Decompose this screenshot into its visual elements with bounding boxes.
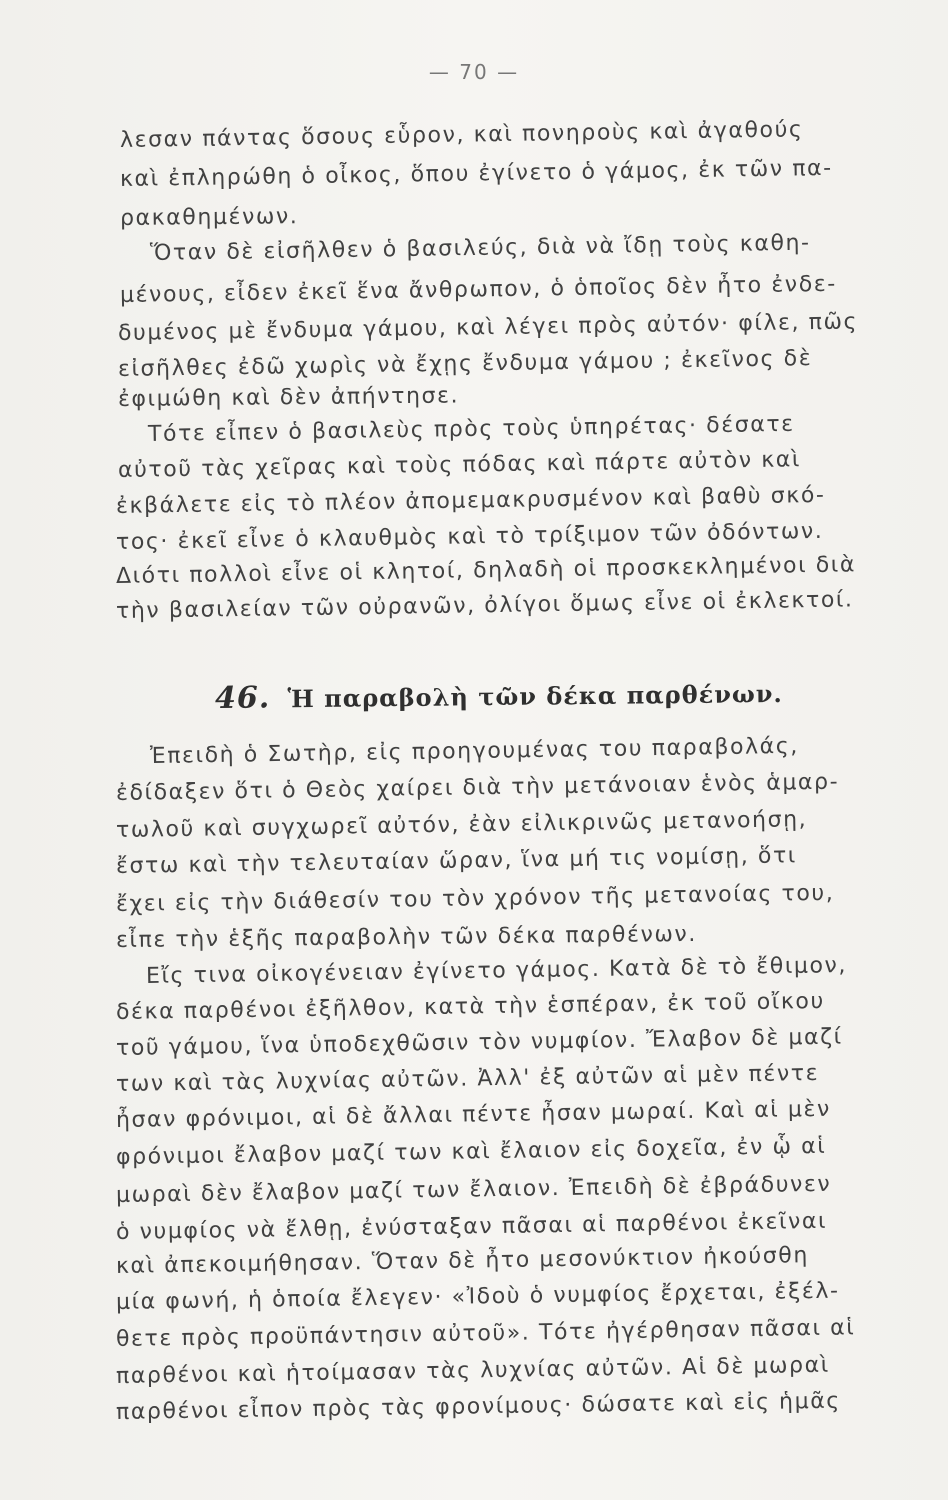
text-line: τὴν βασιλείαν τῶν οὐρανῶν, ὀλίγοι ὅμως εἶνε οἱ ἐκλεκτοί. [115, 587, 854, 624]
text-line: ἦσαν φρόνιμοι, αἱ δὲ ἄλλαι πέντε ἦσαν μωραί. Καὶ αἱ μὲν [115, 1096, 832, 1133]
text-line: των καὶ τὰς λυχνίας αὐτῶν. Ἀλλ' ἐξ αὐτῶν αἱ μὲν πέντε [115, 1060, 820, 1097]
text-line: ρακαθημένων. [119, 204, 299, 231]
text-line: ὁ νυμφίος νὰ ἔλθῃ, ἐνύσταξαν πᾶσαι αἱ παρθένοι ἐκεῖναι [115, 1208, 828, 1245]
text-line: εἰσῆλθες ἐδῶ χωρὶς νὰ ἔχῃς ἔνδυμα γάμου ; ἐκεῖνος δὲ [117, 346, 813, 382]
text-line: καὶ ἀπεκοιμήθησαν. Ὅταν δὲ ἦτο μεσονύκτιον ἠκούσθη [115, 1243, 810, 1279]
text-line: ἐφιμώθη καὶ δὲν ἀπήντησε. [117, 383, 460, 412]
text-line: Διότι πολλοὶ εἶνε οἱ κλητοί, δηλαδὴ οἱ προσκεκλημένοι διὰ [115, 552, 857, 589]
text-line: εἶπε τὴν ἑξῆς παραβολὴν τῶν δέκα παρθένων. [115, 921, 698, 953]
text-line: τωλοῦ καὶ συγχωρεῖ αὐτόν, ἐὰν εἰλικρινῶς μετανοήσῃ, [115, 807, 808, 843]
text-line: τοῦ γάμου, ἵνα ὑποδεχθῶσιν τὸν νυμφίον. Ἔλαβον δὲ μαζί [115, 1024, 843, 1061]
text-line: καὶ ἐπληρώθη ὁ οἶκος, ὅπου ἐγίνετο ὁ γάμος, ἐκ τῶν πα- [119, 155, 833, 192]
text-line: λεσαν πάντας ὅσους εὗρον, καὶ πονηροὺς καὶ ἀγαθούς [119, 117, 804, 153]
section-heading [215, 675, 783, 716]
text-line: ἔχει εἰς τὴν διάθεσίν του τὸν χρόνον τῆς μετανοίας του, [115, 880, 835, 917]
text-line: ἐδίδαξεν ὅτι ὁ Θεὸς χαίρει διὰ τὴν μετάνοιαν ἑνὸς ἁμαρ- [115, 769, 840, 806]
text-line: παρθένοι εἶπον πρὸς τὰς φρονίμους· δώσατε καὶ εἰς ἡμᾶς [115, 1388, 842, 1425]
section-number: 46. [214, 680, 271, 716]
page-number: — 70 — [428, 60, 520, 84]
text-line: δέκα παρθένοι ἐξῆλθον, κατὰ τὴν ἑσπέραν, ἐκ τοῦ οἴκου [115, 988, 826, 1025]
text-line: μένους, εἶδεν ἐκεῖ ἕνα ἄνθρωπον, ὁ ὁποῖος δὲν ἦτο ἐνδε- [119, 271, 837, 308]
text-line: ἐκβάλετε εἰς τὸ πλέον ἀπομεμακρυσμένον καὶ βαθὺ σκό- [115, 482, 826, 519]
text-line: τος· ἐκεῖ εἶνε ὁ κλαυθμὸς καὶ τὸ τρίξιμον τῶν ὀδόντων. [115, 518, 824, 555]
text-line: Ἐπειδὴ ὁ Σωτὴρ, εἰς προηγουμένας του παραβολάς, [149, 733, 800, 769]
text-line: Ὅταν δὲ εἰσῆλθεν ὁ βασιλεύς, διὰ νὰ ἴδῃ τοὺς καθη- [149, 230, 811, 266]
text-line: αὐτοῦ τὰς χεῖρας καὶ τοὺς πόδας καὶ πάρτε αὐτὸν καὶ [117, 447, 802, 483]
text-line: ἔστω καὶ τὴν τελευταίαν ὥραν, ἵνα μή τις νομίσῃ, ὅτι [115, 843, 798, 879]
text-line: δυμένος μὲ ἔνδυμα γάμου, καὶ λέγει πρὸς αὐτόν· φίλε, πῶς [117, 309, 859, 346]
text-line: παρθένοι καὶ ἡτοίμασαν τὰς λυχνίας αὐτῶν. Αἱ δὲ μωραὶ [115, 1352, 830, 1389]
text-line: μωραὶ δὲν ἔλαβον μαζί των ἔλαιον. Ἐπειδὴ δὲ ἐβράδυνεν [115, 1171, 832, 1208]
text-line: Εἴς τινα οἰκογένειαν ἐγίνετο γάμος. Κατὰ δὲ τὸ ἔθιμον, [145, 952, 848, 989]
text-line: Τότε εἶπεν ὁ βασιλεὺς πρὸς τοὺς ὑπηρέτας· δέσατε [147, 411, 795, 447]
text-line: θετε πρὸς προϋπάντησιν αὐτοῦ». Τότε ἠγέρθησαν πᾶσαι αἱ [115, 1315, 856, 1352]
text-line: φρόνιμοι ἔλαβον μαζί των καὶ ἔλαιον εἰς δοχεῖα, ἐν ᾧ αἱ [115, 1133, 827, 1170]
text-line: μία φωνή, ἡ ὁποία ἔλεγεν· «Ἰδοὺ ὁ νυμφίος ἔρχεται, ἐξέλ- [115, 1278, 840, 1315]
section-title: Ἡ παραβολὴ τῶν δέκα παρθένων. [287, 679, 783, 714]
